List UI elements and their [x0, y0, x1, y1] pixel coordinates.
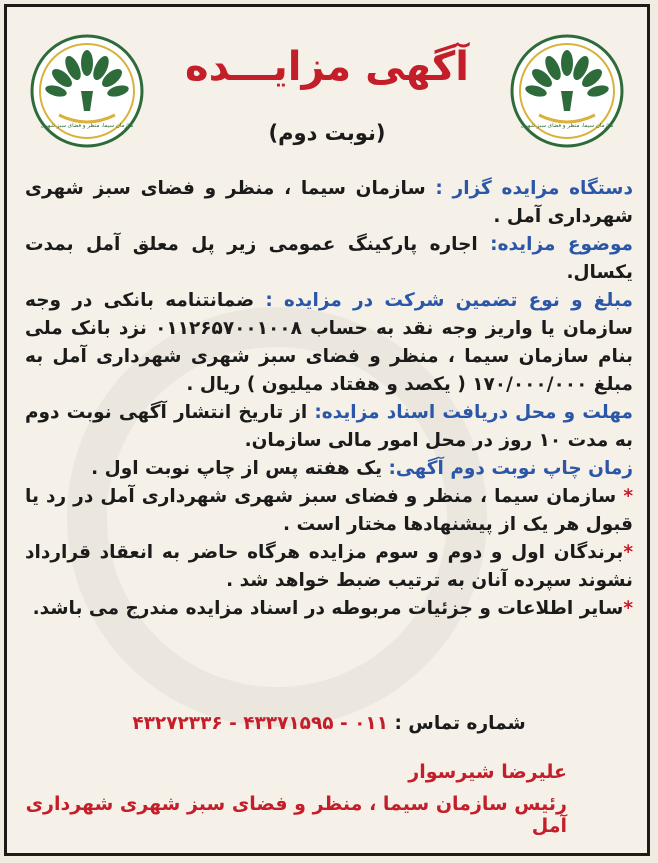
- contact-numbers: ۴۳۲۷۲۳۳۶ - ۴۳۳۷۱۵۹۵ - ۰۱۱: [132, 713, 388, 734]
- section-text: اجاره پارکینگ عمومی زیر پل معلق آمل بمدت یکسال.: [25, 234, 633, 283]
- section-label: مهلت و محل دریافت اسناد مزایده:: [314, 402, 633, 423]
- section-text: سازمان سیما ، منظر و فضای سبز شهری شهرداری آمل .: [25, 178, 633, 227]
- logo-caption: سازمان سیما، منظر و فضای سبز شهری: [520, 123, 614, 129]
- organization-logo-right: [509, 33, 625, 149]
- logo-caption: سازمان سیما، منظر و فضای سبز شهری: [40, 123, 134, 129]
- contact-label: شماره تماس :: [394, 713, 526, 734]
- note-text: برندگان اول و دوم و سوم مزایده هرگاه حاضر به انعقاد قرارداد نشوند سپرده آنان به ترتیب ضبط خواهد شد .: [25, 542, 633, 591]
- note-item: [25, 595, 633, 623]
- section-guarantee: [25, 287, 633, 399]
- section-text: از تاریخ انتشار آگهی نوبت دوم به مدت ۱۰ روز در محل امور مالی سازمان.: [25, 402, 633, 451]
- signatory-title: رئیس سازمان سیما ، منظر و فضای سبز شهری شهرداری آمل: [25, 793, 567, 837]
- signatory-name: علیرضا شیرسوار: [408, 761, 567, 783]
- note-item: [25, 483, 633, 539]
- asterisk-icon: *: [616, 486, 633, 507]
- section-label: مبلغ و نوع تضمین شرکت در مزایده :: [265, 290, 633, 311]
- organization-logo-left: [29, 33, 145, 149]
- notice-round: (نوبت دوم): [268, 121, 386, 145]
- section-organizer: [25, 175, 633, 231]
- section-subject: [25, 231, 633, 287]
- section-deadline: [25, 399, 633, 455]
- section-label: موضوع مزایده:: [490, 234, 633, 255]
- asterisk-icon: *: [623, 598, 633, 619]
- section-text: یک هفته پس از چاپ نوبت اول .: [91, 458, 389, 479]
- notice-title: آگهی مزایـــده: [185, 44, 469, 90]
- note-text: سایر اطلاعات و جزئیات مربوطه در اسناد مزایده مندرج می باشد.: [32, 598, 624, 619]
- note-item: [25, 539, 633, 595]
- note-text: سازمان سیما ، منظر و فضای سبز شهری شهرداری آمل در رد یا قبول هر یک از پیشنهادها مختار است .: [25, 486, 633, 535]
- section-label: دستگاه مزایده گزار :: [435, 178, 633, 199]
- section-text: ضمانتنامه بانکی در وجه سازمان یا واریز وجه نقد به حساب ۰۱۱۲۶۵۷۰۰۱۰۰۸ نزد بانک ملی بنام سازمان سیما ، منظر و فضای سبز شهری شهرداری آمل به مبلغ ۱۷۰/۰۰۰/۰۰۰ ( یکصد و هفتاد میلیون ) ریال .: [25, 290, 633, 395]
- section-print-time: [25, 455, 633, 483]
- notice-body: [25, 175, 633, 623]
- contact-line: [25, 713, 633, 734]
- notice-sheet: [4, 4, 650, 856]
- asterisk-icon: *: [623, 542, 633, 563]
- section-label: زمان چاپ نوبت دوم آگهی:: [388, 458, 633, 479]
